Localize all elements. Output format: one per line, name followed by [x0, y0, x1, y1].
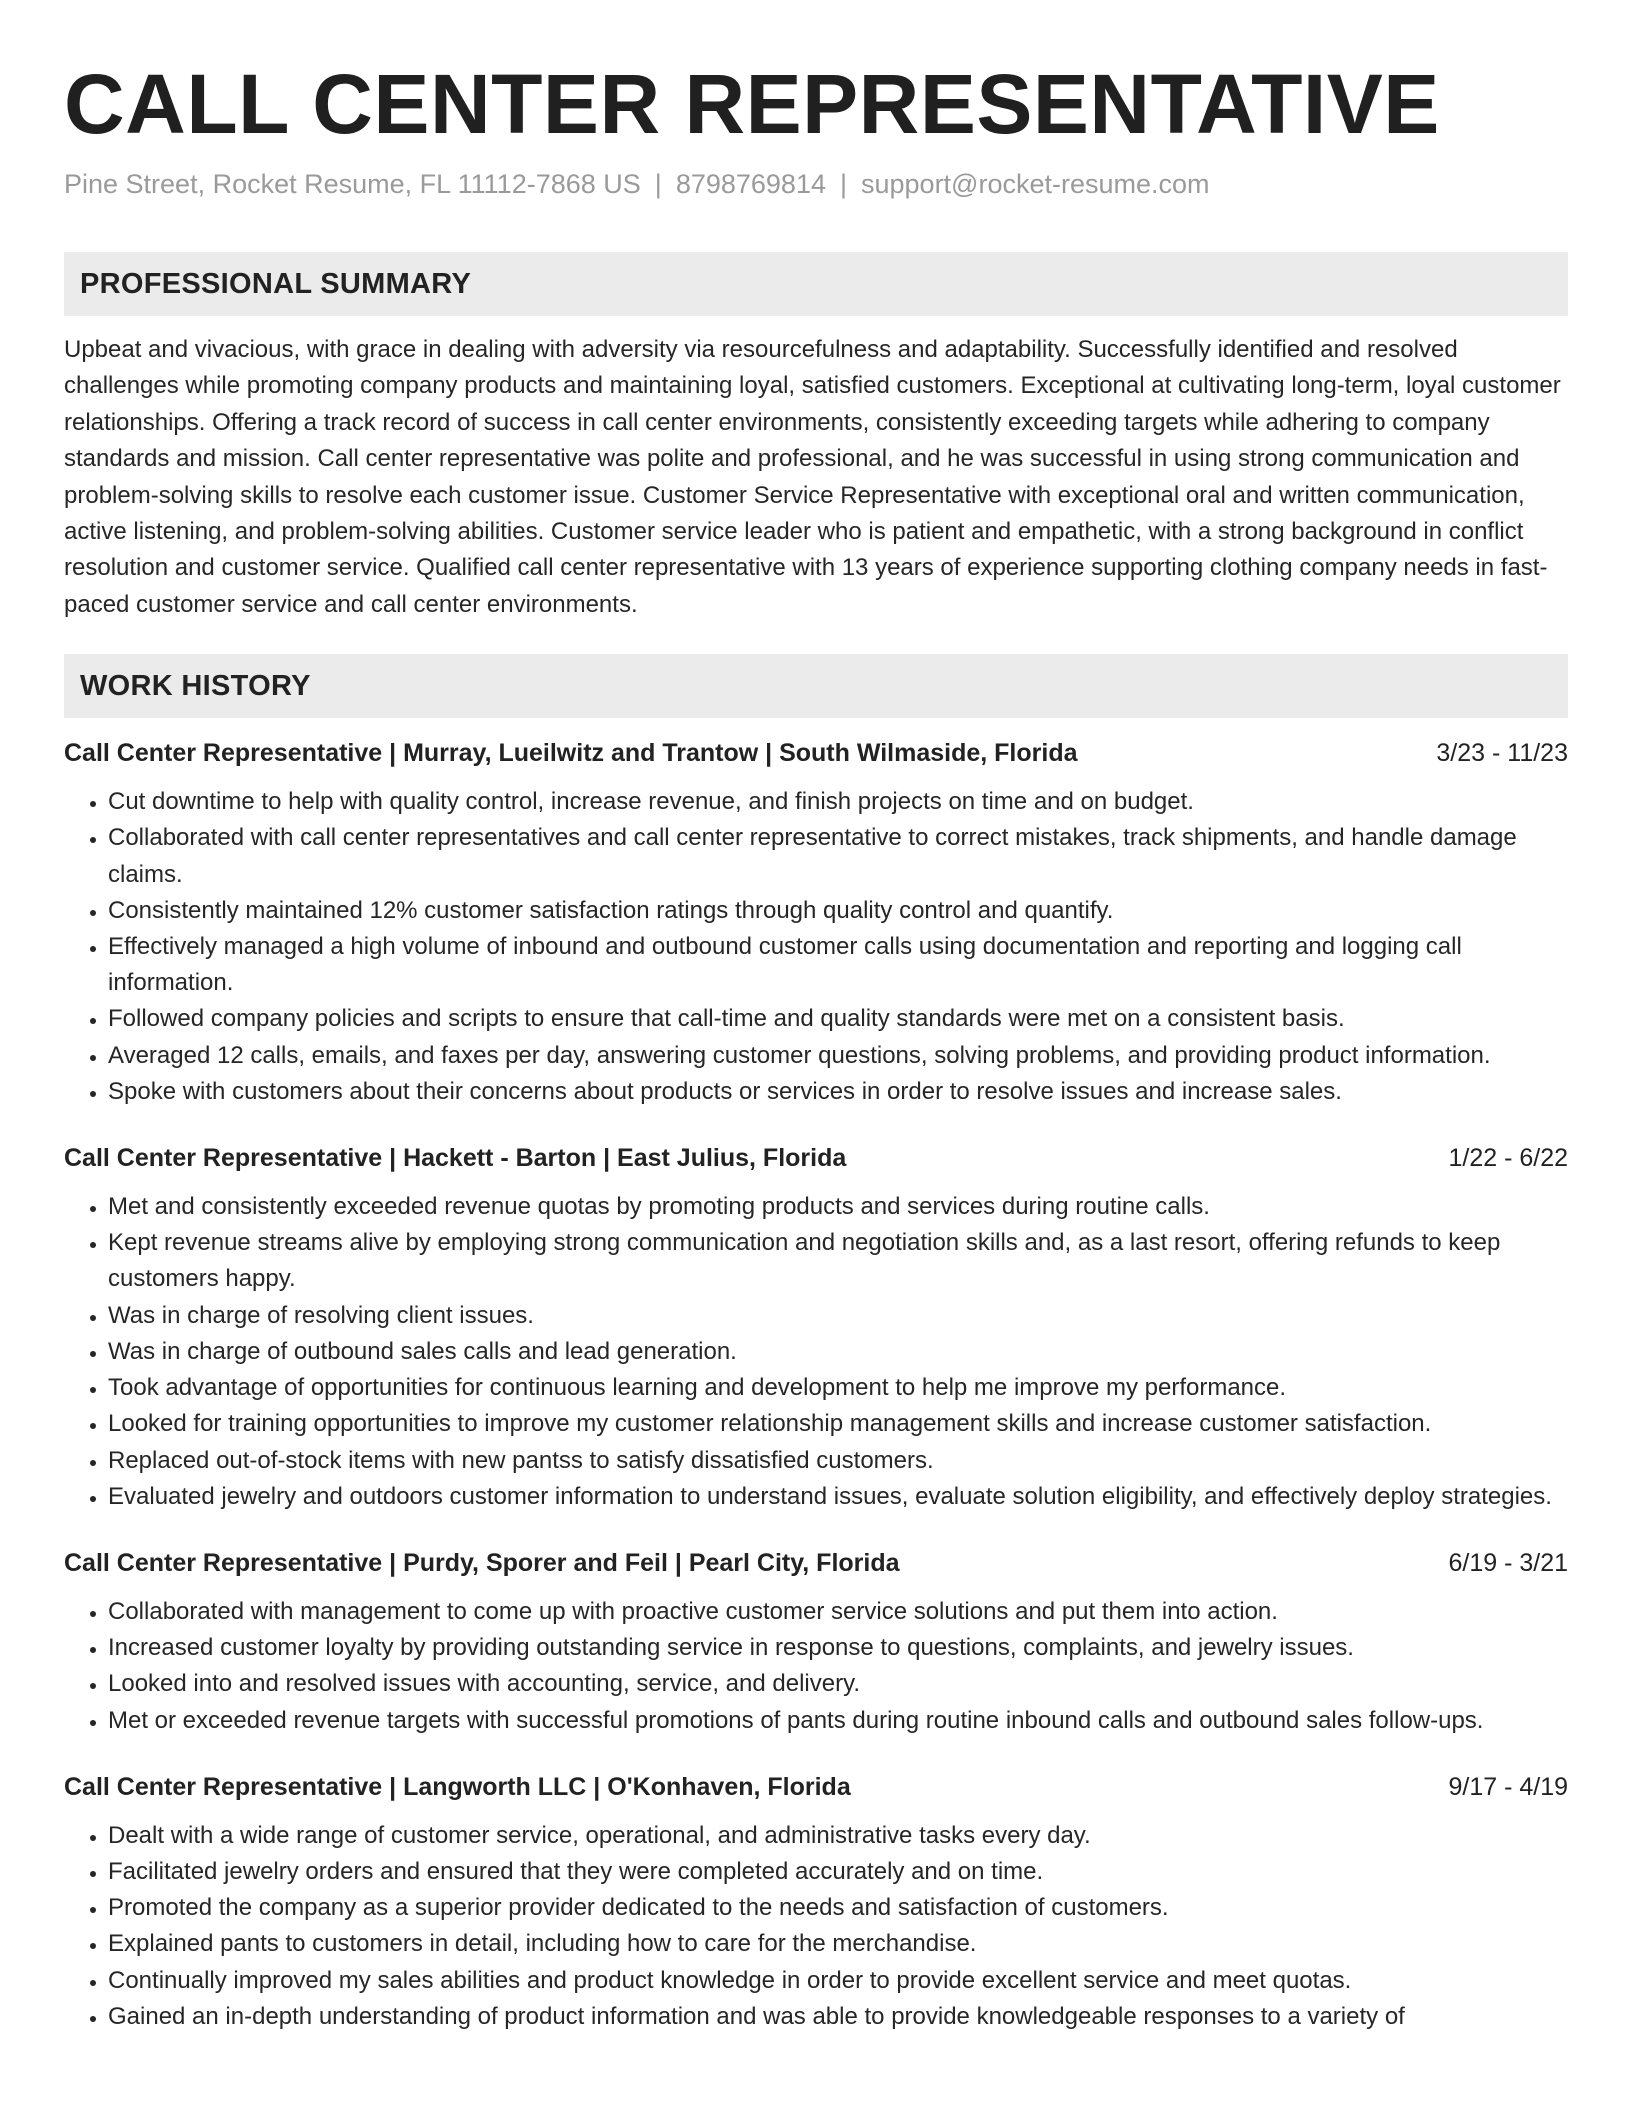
job-bullets	[64, 1594, 1568, 1739]
job-dates: 3/23 - 11/23	[1436, 739, 1568, 768]
work-history-heading: WORK HISTORY	[64, 654, 1568, 718]
job-bullet: • Met or exceeded revenue targets with successful promotions of pants during routine inbound calls and outbound sales follow-ups.	[108, 1703, 1568, 1739]
job-bullet: • Replaced out-of-stock items with new pantss to satisfy dissatisfied customers.	[108, 1443, 1568, 1479]
job-entry	[64, 1545, 1568, 1739]
resume-title: CALL CENTER REPRESENTATIVE	[64, 57, 1440, 151]
contact-line	[64, 166, 1568, 202]
job-bullet: • Facilitated jewelry orders and ensured that they were completed accurately and on time.	[108, 1854, 1568, 1890]
job-bullets	[64, 784, 1568, 1110]
job-entry	[64, 1140, 1568, 1515]
job-header	[64, 1545, 1568, 1581]
job-bullets	[64, 1189, 1568, 1515]
job-entry	[64, 1769, 1568, 2035]
job-bullet: • Explained pants to customers in detail, including how to care for the merchandise.	[108, 1926, 1568, 1962]
job-bullets	[64, 1818, 1568, 2035]
job-bullet: • Collaborated with management to come up with proactive customer service solutions and put them into action.	[108, 1594, 1568, 1630]
job-entry	[64, 735, 1568, 1110]
job-bullet: • Collaborated with call center representatives and call center representative to correct mistakes, track shipments, and handle damage claims.	[108, 820, 1568, 892]
job-bullet: • Dealt with a wide range of customer service, operational, and administrative tasks every day.	[108, 1818, 1568, 1854]
job-title: Call Center Representative | Langworth LLC | O'Konhaven, Florida	[64, 1772, 851, 1801]
job-bullet: • Looked for training opportunities to improve my customer relationship management skills and increase customer satisfaction.	[108, 1406, 1568, 1442]
job-bullet: • Spoke with customers about their concerns about products or services in order to resolve issues and increase sales.	[108, 1074, 1568, 1110]
job-bullet: • Looked into and resolved issues with accounting, service, and delivery.	[108, 1666, 1568, 1702]
job-bullet: • Consistently maintained 12% customer satisfaction ratings through quality control and quantify.	[108, 893, 1568, 929]
job-title: Call Center Representative | Murray, Lueilwitz and Trantow | South Wilmaside, Florida	[64, 739, 1078, 768]
job-title: Call Center Representative | Hackett - Barton | East Julius, Florida	[64, 1144, 847, 1173]
job-title: Call Center Representative | Purdy, Sporer and Feil | Pearl City, Florida	[64, 1548, 900, 1577]
job-bullet: • Took advantage of opportunities for continuous learning and development to help me improve my performance.	[108, 1370, 1568, 1406]
job-bullet: • Cut downtime to help with quality control, increase revenue, and finish projects on time and on budget.	[108, 784, 1568, 820]
job-bullet: • Met and consistently exceeded revenue quotas by promoting products and services during routine calls.	[108, 1189, 1568, 1225]
job-header	[64, 1140, 1568, 1176]
job-bullet: • Gained an in-depth understanding of product information and was able to provide knowledgeable responses to a variety of	[108, 1999, 1568, 2035]
job-bullet: • Was in charge of outbound sales calls and lead generation.	[108, 1334, 1568, 1370]
job-bullet: • Was in charge of resolving client issues.	[108, 1298, 1568, 1334]
job-bullet: • Averaged 12 calls, emails, and faxes per day, answering customer questions, solving problems, and providing product information.	[108, 1038, 1568, 1074]
contact-separator: |	[839, 169, 847, 199]
job-bullet: • Increased customer loyalty by providing outstanding service in response to questions, complaints, and jewelry issues.	[108, 1630, 1568, 1666]
job-bullet: • Kept revenue streams alive by employing strong communication and negotiation skills and, as a last resort, offering refunds to keep customers happy.	[108, 1225, 1568, 1297]
contact-address: Pine Street, Rocket Resume, FL 11112-7868 US	[64, 169, 641, 199]
job-header	[64, 735, 1568, 771]
contact-email: support@rocket-resume.com	[861, 169, 1210, 199]
job-bullet: • Promoted the company as a superior provider dedicated to the needs and satisfaction of customers.	[108, 1890, 1568, 1926]
contact-separator: |	[654, 169, 662, 199]
summary-heading: PROFESSIONAL SUMMARY	[64, 252, 1568, 316]
job-bullet: • Effectively managed a high volume of inbound and outbound customer calls using documentation and reporting and logging call information.	[108, 929, 1568, 1001]
contact-phone: 8798769814	[675, 169, 826, 199]
job-bullet: • Evaluated jewelry and outdoors customer information to understand issues, evaluate solution eligibility, and effectively deploy strategies.	[108, 1479, 1568, 1515]
job-dates: 6/19 - 3/21	[1448, 1548, 1568, 1577]
job-bullet: • Followed company policies and scripts to ensure that call-time and quality standards were met on a consistent basis.	[108, 1001, 1568, 1037]
job-dates: 9/17 - 4/19	[1448, 1772, 1568, 1801]
job-header	[64, 1769, 1568, 1805]
job-bullet: • Continually improved my sales abilities and product knowledge in order to provide excellent service and meet quotas.	[108, 1963, 1568, 1999]
job-dates: 1/22 - 6/22	[1448, 1144, 1568, 1173]
summary-text: Upbeat and vivacious, with grace in dealing with adversity via resourcefulness and adaptability. Successfully identified and resolved challenges while promoting company products and maintaining loyal, satisfied customers. Exceptional at cultivating long-term, loyal customer relationships. Offering a track record of success in call center environments, consistently exceeding targets while adhering to company standards and mission. Call center representative was polite and professional, and he was successful in using strong communication and problem-solving skills to resolve each customer issue. Customer Service Representative with exceptional oral and written communication, active listening, and problem-solving abilities. Customer service leader who is patient and empathetic, with a strong background in conflict resolution and customer service. Qualified call center representative with 13 years of experience supporting clothing company needs in fast-paced customer service and call center environments.	[64, 336, 1561, 618]
